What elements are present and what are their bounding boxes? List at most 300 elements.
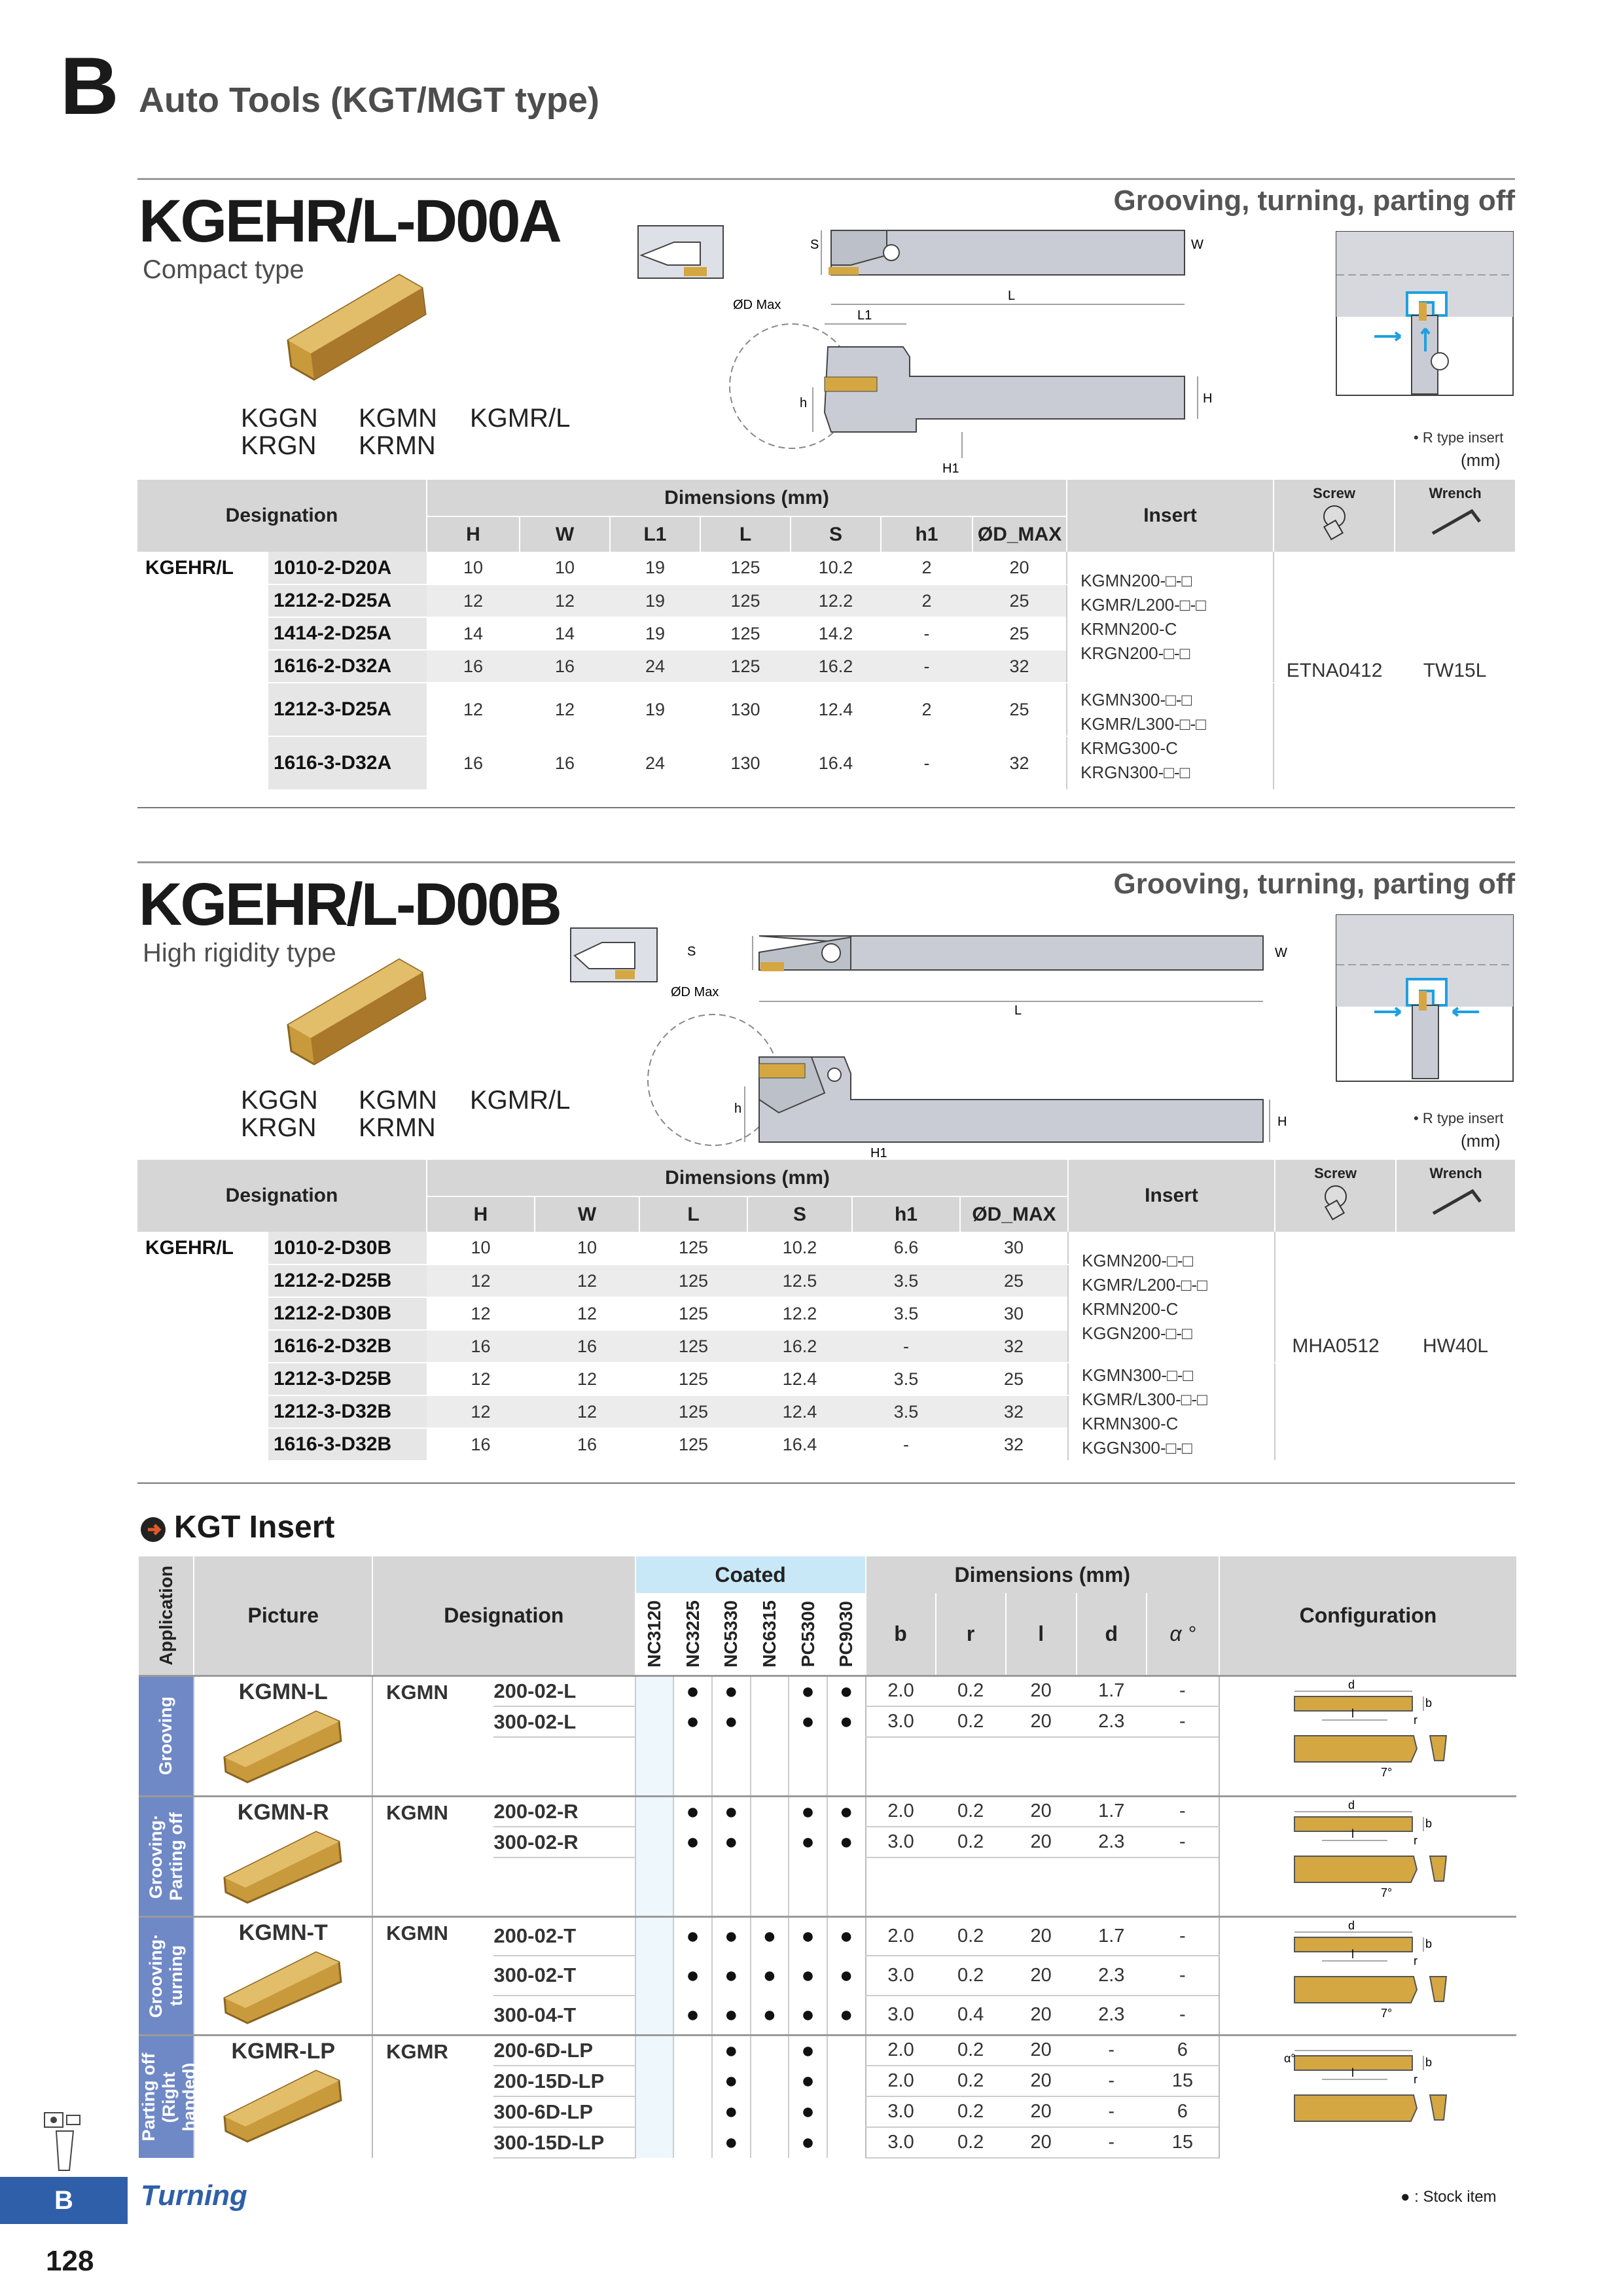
dimension-value: 3.0 bbox=[866, 2096, 936, 2127]
application-label: Grooving· Parting off bbox=[145, 1812, 186, 1901]
cell: 12 bbox=[520, 683, 610, 736]
table-bottom-rule bbox=[137, 807, 1515, 808]
dimension-value: 0.2 bbox=[936, 1706, 1006, 1737]
dimension-value: 0.2 bbox=[936, 1956, 1006, 1995]
grade-label: PC9030 bbox=[836, 1600, 857, 1667]
cell: 2 bbox=[881, 683, 972, 736]
configuration-header: Configuration bbox=[1219, 1556, 1516, 1676]
dimension-value: 0.2 bbox=[936, 2066, 1006, 2096]
config-label-r: r bbox=[1414, 1833, 1418, 1847]
insert-code: KGMR/L300-□-□ bbox=[1080, 714, 1206, 734]
config-label-l: l bbox=[1351, 1706, 1355, 1720]
dimensions-header: Dimensions (mm) bbox=[427, 1160, 1068, 1196]
stock-dot-icon: ● bbox=[686, 1799, 700, 1824]
config-label-r: r bbox=[1414, 1713, 1418, 1727]
dim-label-h1: H1 bbox=[942, 461, 959, 476]
col-L: L bbox=[639, 1196, 747, 1232]
dim-col-b: b bbox=[866, 1593, 936, 1676]
grade-availability bbox=[827, 1737, 866, 1796]
insert-code: KGGN300-□-□ bbox=[1082, 1438, 1192, 1458]
dimension-value bbox=[866, 1857, 936, 1916]
col-dmax: ØD_MAX bbox=[972, 516, 1067, 552]
cell: 14.2 bbox=[791, 617, 881, 650]
cell: 125 bbox=[700, 650, 791, 683]
cell: 125 bbox=[639, 1428, 747, 1461]
designation-header: Designation bbox=[372, 1556, 635, 1676]
dimension-value: 2.0 bbox=[866, 1676, 936, 1706]
cell: 125 bbox=[639, 1265, 747, 1297]
config-label-l: l bbox=[1351, 2066, 1355, 2079]
cell: 16.4 bbox=[791, 736, 881, 790]
unit-a: (mm) bbox=[1461, 450, 1501, 470]
insert-code: KRMN200-C bbox=[1080, 619, 1177, 639]
grade-availability bbox=[635, 2096, 674, 2127]
tool-drawing-b bbox=[563, 923, 1296, 1158]
cell: 12 bbox=[427, 584, 520, 617]
grade-availability bbox=[827, 1956, 866, 1995]
dimension-value: - bbox=[1147, 1996, 1219, 2035]
cell: - bbox=[881, 736, 972, 790]
insert-code: KGMN200-□-□ bbox=[1082, 1250, 1194, 1270]
stock-dot-icon: ● bbox=[801, 1799, 815, 1824]
dimension-value: - bbox=[1147, 1956, 1219, 1995]
stock-dot-icon: ● bbox=[839, 1709, 853, 1734]
grade-availability bbox=[751, 1996, 789, 2035]
grade-availability bbox=[673, 1796, 712, 1827]
cell: 16 bbox=[535, 1330, 639, 1363]
grade-availability bbox=[673, 1706, 712, 1737]
stock-dot-icon: ● bbox=[839, 1962, 853, 1988]
dimension-value: 20 bbox=[1006, 2096, 1077, 2127]
cell: 10 bbox=[427, 1232, 535, 1265]
cell: 130 bbox=[700, 683, 791, 736]
tool-drawing-a bbox=[628, 216, 1257, 478]
insert-code: KRGN200-□-□ bbox=[1080, 643, 1190, 663]
detail-drawing-a bbox=[1335, 230, 1518, 401]
designation-code: 1212-3-D25A bbox=[268, 683, 427, 736]
dimension-value: 2.0 bbox=[866, 2035, 936, 2066]
designation-code: 1010-2-D30B bbox=[268, 1232, 427, 1265]
grade-header bbox=[789, 1593, 827, 1676]
cell: 125 bbox=[639, 1330, 747, 1363]
application-label: Grooving· turning bbox=[145, 1933, 186, 2018]
cell: 30 bbox=[960, 1297, 1068, 1330]
cell: 125 bbox=[639, 1395, 747, 1428]
dim-col-d: d bbox=[1077, 1593, 1147, 1676]
config-label-l: l bbox=[1351, 1947, 1355, 1961]
config-label-angle: 7° bbox=[1381, 1886, 1393, 1899]
unit-b: (mm) bbox=[1461, 1131, 1501, 1151]
stock-dot-icon: ● bbox=[724, 2099, 738, 2124]
grade-availability bbox=[673, 2066, 712, 2096]
section-rule bbox=[137, 861, 1515, 863]
insert-code: KRMN200-C bbox=[1082, 1299, 1179, 1319]
grade-availability bbox=[712, 1827, 751, 1857]
designation-header: Designation bbox=[137, 480, 427, 552]
dimension-value: - bbox=[1147, 1676, 1219, 1706]
config-label-b: b bbox=[1425, 1816, 1433, 1830]
application-label: Parting off (Right handed) bbox=[139, 2053, 199, 2142]
dimension-value: 3.0 bbox=[866, 1996, 936, 2035]
dim-label-H: H bbox=[1203, 391, 1213, 406]
insert-name: KRGN bbox=[241, 1113, 317, 1142]
dimension-value: 20 bbox=[1006, 1916, 1077, 1956]
dimension-value bbox=[1077, 1737, 1147, 1796]
coated-header: Coated bbox=[635, 1556, 866, 1593]
grade-availability bbox=[827, 2066, 866, 2096]
cell: 12.5 bbox=[747, 1265, 852, 1297]
config-label-d: d bbox=[1348, 1677, 1355, 1691]
designation-code: 1616-3-D32B bbox=[268, 1428, 427, 1461]
insert-image bbox=[218, 2064, 349, 2143]
grade-availability bbox=[673, 1996, 712, 2035]
series-name: KGMN bbox=[372, 1916, 493, 2035]
screw-value: MHA0512 bbox=[1275, 1232, 1396, 1461]
dim-label-l1: L1 bbox=[857, 308, 872, 323]
dim-label-H: H bbox=[1277, 1115, 1287, 1129]
cell: 25 bbox=[960, 1265, 1068, 1297]
insert-code: 200-6D-LP bbox=[493, 2035, 635, 2066]
grade-availability bbox=[751, 1676, 789, 1706]
dimension-value: - bbox=[1077, 2127, 1147, 2158]
grade-availability bbox=[789, 1737, 827, 1796]
insert-list-300 bbox=[1068, 1363, 1275, 1461]
grade-label: PC5300 bbox=[797, 1600, 818, 1667]
dimension-value: 20 bbox=[1006, 2127, 1077, 2158]
insert-image bbox=[218, 1825, 349, 1904]
tagline-a: Grooving, turning, parting off bbox=[1113, 185, 1515, 217]
footer-tab: B bbox=[0, 2177, 128, 2224]
grade-availability bbox=[789, 2096, 827, 2127]
designation-code: 1414-2-D25A bbox=[268, 617, 427, 650]
cell: 10 bbox=[427, 552, 520, 584]
stock-dot-icon: ● bbox=[762, 1924, 777, 1949]
detail-drawing-b bbox=[1335, 914, 1518, 1085]
stock-dot-icon: ● bbox=[724, 2130, 738, 2155]
cell: 3.5 bbox=[852, 1363, 960, 1395]
cell: 16 bbox=[427, 1330, 535, 1363]
configuration-drawing bbox=[1283, 1918, 1453, 2029]
config-label-angle: 7° bbox=[1381, 1765, 1393, 1779]
dim-label-s: S bbox=[810, 238, 819, 252]
grade-availability bbox=[789, 1796, 827, 1827]
stock-dot-icon: ● bbox=[724, 2001, 738, 2027]
insert-name: KRMN bbox=[359, 431, 436, 460]
configuration-drawing bbox=[1283, 1797, 1453, 1909]
designation-code: 1212-2-D25B bbox=[268, 1265, 427, 1297]
config-label-alpha: α° bbox=[1284, 2051, 1296, 2065]
cell: 16.4 bbox=[747, 1428, 852, 1461]
screw-header bbox=[1275, 1160, 1396, 1232]
stock-dot-icon: ● bbox=[724, 1799, 738, 1824]
series-label: KGEHR/L bbox=[137, 552, 268, 584]
grade-availability bbox=[712, 1996, 751, 2035]
insert-code: 200-02-R bbox=[493, 1796, 635, 1827]
cell: 20 bbox=[972, 552, 1067, 584]
dim-label-w: W bbox=[1275, 946, 1287, 960]
insert-code: KGMN300-□-□ bbox=[1082, 1365, 1194, 1385]
cell: 14 bbox=[427, 617, 520, 650]
picture-cell bbox=[194, 1796, 372, 1916]
stock-dot-icon: ● bbox=[762, 2001, 777, 2027]
cell: - bbox=[852, 1330, 960, 1363]
dimension-value: 20 bbox=[1006, 1706, 1077, 1737]
dimension-value: 20 bbox=[1006, 2035, 1077, 2066]
grade-header bbox=[673, 1593, 712, 1676]
dimension-value bbox=[1077, 1857, 1147, 1916]
cell: 12 bbox=[535, 1363, 639, 1395]
compatible-inserts-b bbox=[241, 1086, 570, 1141]
stock-dot-icon: ● bbox=[801, 1924, 815, 1949]
grade-availability bbox=[712, 1916, 751, 1956]
grade-availability bbox=[712, 2127, 751, 2158]
wrench-icon bbox=[1426, 502, 1485, 541]
dim-label-l: L bbox=[1008, 289, 1016, 303]
stock-dot-icon: ● bbox=[839, 1678, 853, 1704]
insert-code bbox=[493, 1737, 635, 1796]
grade-availability bbox=[789, 2066, 827, 2096]
stock-dot-icon: ● bbox=[724, 1678, 738, 1704]
insert-name: KRMN bbox=[359, 1113, 436, 1142]
model-title-a: KGEHR/L-D00A bbox=[139, 188, 560, 255]
insert-code: KGMR/L200-□-□ bbox=[1080, 594, 1206, 615]
dimension-value: - bbox=[1147, 1706, 1219, 1737]
dimension-value bbox=[936, 1737, 1006, 1796]
stock-dot-icon: ● bbox=[801, 2037, 815, 2063]
spec-table-b bbox=[137, 1160, 1515, 1462]
grade-availability bbox=[789, 1916, 827, 1956]
col-h1: h1 bbox=[852, 1196, 960, 1232]
insert-type-name: KGMN-L bbox=[238, 1679, 328, 1704]
dimension-value: - bbox=[1147, 1916, 1219, 1956]
dimension-value: 2.3 bbox=[1077, 1827, 1147, 1857]
cell: 32 bbox=[960, 1330, 1068, 1363]
insert-image-a bbox=[275, 262, 438, 393]
grade-availability bbox=[789, 1996, 827, 2035]
dimension-value: 3.0 bbox=[866, 2127, 936, 2158]
application-label: Grooving bbox=[156, 1696, 176, 1775]
cell: 19 bbox=[610, 552, 700, 584]
dimension-value: 2.3 bbox=[1077, 1996, 1147, 2035]
cell: - bbox=[881, 617, 972, 650]
grade-availability bbox=[827, 1706, 866, 1737]
stock-dot-icon: ● bbox=[801, 2130, 815, 2155]
cell: 14 bbox=[520, 617, 610, 650]
dimension-value: 2.3 bbox=[1077, 1706, 1147, 1737]
cell: 12.4 bbox=[747, 1395, 852, 1428]
grade-availability bbox=[635, 1676, 674, 1706]
dimension-value: 0.4 bbox=[936, 1996, 1006, 2035]
stock-dot-icon: ● bbox=[724, 2037, 738, 2063]
cell: 10 bbox=[535, 1232, 639, 1265]
configuration-cell bbox=[1219, 1676, 1516, 1796]
grade-availability bbox=[712, 1737, 751, 1796]
grade-availability bbox=[635, 1737, 674, 1796]
dimension-value: 2.3 bbox=[1077, 1956, 1147, 1995]
dim-label-h: h bbox=[800, 396, 808, 410]
grade-header bbox=[751, 1593, 789, 1676]
designation-code: 1212-2-D25A bbox=[268, 584, 427, 617]
cell: 16 bbox=[427, 736, 520, 790]
insert-code: 300-02-T bbox=[493, 1956, 635, 1995]
cell: 32 bbox=[972, 736, 1067, 790]
insert-code bbox=[493, 1857, 635, 1916]
grade-availability bbox=[712, 2096, 751, 2127]
kgt-insert-title: KGT Insert bbox=[174, 1510, 335, 1545]
grade-availability bbox=[712, 2035, 751, 2066]
dimension-value bbox=[1006, 1857, 1077, 1916]
col-S: S bbox=[747, 1196, 852, 1232]
dimension-value: 3.0 bbox=[866, 1827, 936, 1857]
dim-col-r: r bbox=[936, 1593, 1006, 1676]
insert-code: 300-15D-LP bbox=[493, 2127, 635, 2158]
cell: 3.5 bbox=[852, 1297, 960, 1330]
dimension-value: 6 bbox=[1147, 2096, 1219, 2127]
grade-availability bbox=[673, 2096, 712, 2127]
designation-code: 1616-2-D32A bbox=[268, 650, 427, 683]
col-W: W bbox=[520, 516, 610, 552]
picture-cell bbox=[194, 1916, 372, 2035]
screw-label: Screw bbox=[1313, 485, 1355, 501]
grade-availability bbox=[827, 1916, 866, 1956]
configuration-drawing bbox=[1283, 2036, 1453, 2147]
grade-label: NC6315 bbox=[758, 1600, 779, 1668]
page-number: 128 bbox=[46, 2245, 94, 2277]
footer-section: Turning bbox=[141, 2179, 247, 2212]
stock-dot-icon: ● bbox=[762, 1962, 777, 1988]
application-cell bbox=[139, 1796, 194, 1916]
dim-label-h1: H1 bbox=[870, 1146, 887, 1158]
tool-holder-icon bbox=[41, 2111, 86, 2172]
cell: 10.2 bbox=[747, 1232, 852, 1265]
cell: 16.2 bbox=[791, 650, 881, 683]
grade-availability bbox=[827, 2127, 866, 2158]
col-S: S bbox=[791, 516, 881, 552]
insert-list-200 bbox=[1067, 552, 1274, 683]
stock-dot-icon: ● bbox=[686, 1829, 700, 1854]
grade-availability bbox=[751, 1706, 789, 1737]
dimension-value: 1.7 bbox=[1077, 1676, 1147, 1706]
section-bullet-icon bbox=[139, 1515, 168, 1544]
stock-dot-icon: ● bbox=[686, 1709, 700, 1734]
insert-code: 200-02-L bbox=[493, 1676, 635, 1706]
col-H: H bbox=[427, 1196, 535, 1232]
dimension-value bbox=[1147, 1737, 1219, 1796]
grade-availability bbox=[635, 1827, 674, 1857]
dimension-value: 1.7 bbox=[1077, 1796, 1147, 1827]
insert-row bbox=[139, 1676, 1516, 1706]
grade-availability bbox=[712, 1706, 751, 1737]
config-label-b: b bbox=[1425, 1696, 1433, 1710]
dimension-value: 15 bbox=[1147, 2127, 1219, 2158]
insert-name: KRGN bbox=[241, 431, 317, 460]
grade-availability bbox=[751, 2066, 789, 2096]
grade-availability bbox=[635, 1916, 674, 1956]
cell: 24 bbox=[610, 736, 700, 790]
grade-availability bbox=[635, 1706, 674, 1737]
config-label-r: r bbox=[1414, 1954, 1418, 1967]
kgt-insert-table bbox=[139, 1556, 1516, 2159]
designation-code: 1212-3-D25B bbox=[268, 1363, 427, 1395]
cell: - bbox=[852, 1428, 960, 1461]
cell: 10.2 bbox=[791, 552, 881, 584]
stock-dot-icon: ● bbox=[686, 1678, 700, 1704]
dimension-value: - bbox=[1077, 2066, 1147, 2096]
insert-code: 200-15D-LP bbox=[493, 2066, 635, 2096]
cell: 19 bbox=[610, 584, 700, 617]
cell: 125 bbox=[700, 584, 791, 617]
insert-name: KGMR/L bbox=[470, 1086, 571, 1115]
cell: 125 bbox=[639, 1297, 747, 1330]
grade-availability bbox=[712, 2066, 751, 2096]
cell: 12 bbox=[535, 1265, 639, 1297]
stock-dot-icon: ● bbox=[801, 1678, 815, 1704]
config-label-b: b bbox=[1425, 1937, 1433, 1950]
grade-availability bbox=[827, 2096, 866, 2127]
insert-code: KGMN200-□-□ bbox=[1080, 570, 1192, 590]
dimension-value: 2.0 bbox=[866, 1796, 936, 1827]
cell: 12 bbox=[427, 1265, 535, 1297]
insert-row bbox=[139, 1796, 1516, 1827]
grade-availability bbox=[751, 1956, 789, 1995]
dimension-value: 3.0 bbox=[866, 1956, 936, 1995]
dimension-value: - bbox=[1147, 1827, 1219, 1857]
application-cell bbox=[139, 1916, 194, 2035]
grade-availability bbox=[673, 1916, 712, 1956]
insert-code: KRGN300-□-□ bbox=[1080, 762, 1190, 782]
dimension-value: 0.2 bbox=[936, 2127, 1006, 2158]
grade-availability bbox=[635, 2127, 674, 2158]
grade-availability bbox=[789, 1676, 827, 1706]
designation-code: 1212-3-D32B bbox=[268, 1395, 427, 1428]
grade-availability bbox=[635, 1857, 674, 1916]
dim-label-s: S bbox=[687, 944, 696, 959]
tagline-b: Grooving, turning, parting off bbox=[1113, 868, 1515, 900]
cell: 32 bbox=[972, 650, 1067, 683]
grade-availability bbox=[712, 1956, 751, 1995]
insert-code: 300-04-T bbox=[493, 1996, 635, 2035]
grade-availability bbox=[789, 1827, 827, 1857]
dimension-value: - bbox=[1147, 1796, 1219, 1827]
insert-row bbox=[139, 1916, 1516, 1956]
grade-availability bbox=[712, 1857, 751, 1916]
insert-header: Insert bbox=[1068, 1160, 1275, 1232]
stock-dot-icon: ● bbox=[724, 1829, 738, 1854]
cell: 12 bbox=[427, 1395, 535, 1428]
picture-header: Picture bbox=[194, 1556, 372, 1676]
designation-code: 1616-2-D32B bbox=[268, 1330, 427, 1363]
grade-availability bbox=[827, 1827, 866, 1857]
dim-label-h: h bbox=[734, 1102, 742, 1116]
col-H: H bbox=[427, 516, 520, 552]
dimension-value bbox=[1006, 1737, 1077, 1796]
dim-label-w: W bbox=[1191, 238, 1204, 252]
dimension-value: 20 bbox=[1006, 1676, 1077, 1706]
grade-availability bbox=[751, 2096, 789, 2127]
grade-header bbox=[635, 1593, 674, 1676]
screw-label: Screw bbox=[1314, 1165, 1357, 1181]
grade-availability bbox=[751, 1827, 789, 1857]
cell: 25 bbox=[972, 584, 1067, 617]
insert-code: KGMR/L200-□-□ bbox=[1082, 1274, 1207, 1295]
grade-availability bbox=[789, 2035, 827, 2066]
screw-icon bbox=[1313, 1182, 1359, 1221]
grade-availability bbox=[751, 2127, 789, 2158]
dim-label-l: L bbox=[1014, 1003, 1022, 1018]
cell: 19 bbox=[610, 617, 700, 650]
designation-header: Designation bbox=[137, 1160, 427, 1232]
insert-row bbox=[139, 2035, 1516, 2066]
